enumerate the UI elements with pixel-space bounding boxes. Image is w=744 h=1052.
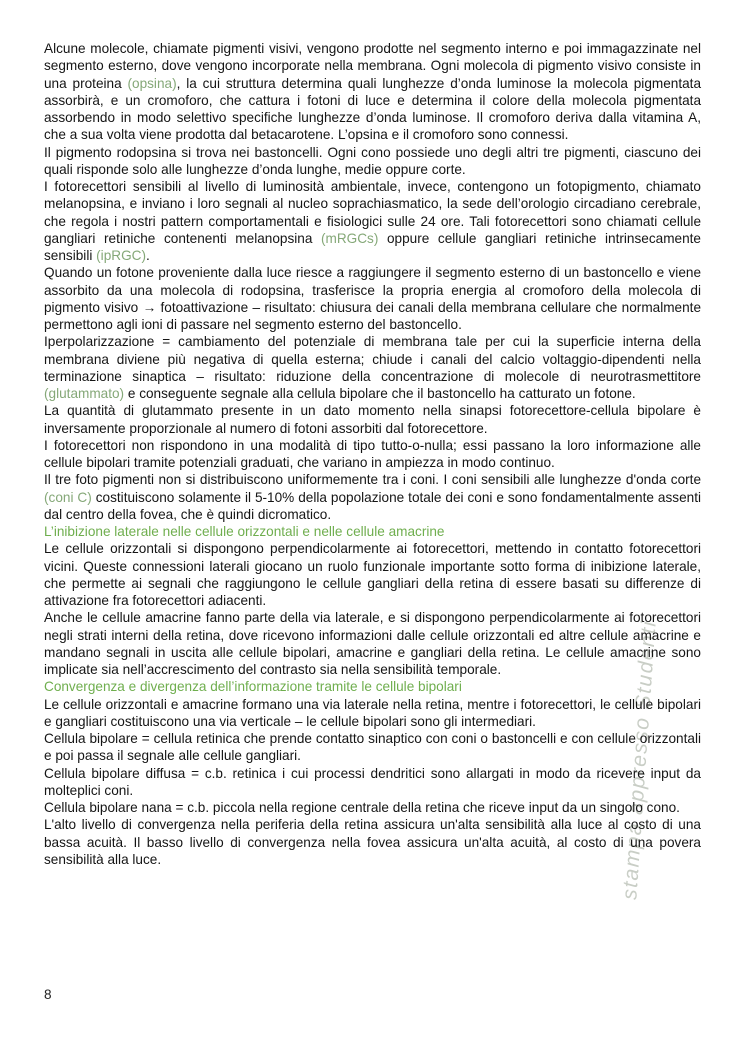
section-heading [44, 523, 701, 540]
watermark-text: stampa appresso Studenti [618, 619, 661, 901]
term-green: (coni C) [44, 489, 92, 505]
text-run: Cellula bipolare = cellula retinica che prende contatto sinaptico con coni o bastoncelli e con cellule orizzontali e poi passa il segnale alle cellule gangliari. [44, 731, 701, 764]
paragraph [44, 730, 701, 765]
text-run: Iperpolarizzazione = cambiamento del potenziale di membrana tale per cui la superficie interna della membrana diviene più negativa di quella esterna; chiude i canali del calcio voltaggio-dipendenti nella terminazione sinaptica – risultato: riduzione della concentrazione di molecole di neurotrasmettitore [44, 334, 701, 384]
term-green: (opsina) [127, 75, 177, 91]
paragraph [44, 402, 701, 437]
paragraph [44, 264, 701, 333]
term-green: L’inibizione laterale nelle cellule orizzontali e nelle cellule amacrine [44, 524, 445, 539]
paragraph [44, 333, 701, 402]
text-run: L'alto livello di convergenza nella periferia della retina assicura un'alta sensibilità alla luce al costo di una bassa acuità. Il basso livello di convergenza nella fovea assicura un'alta acuità, al costo di una povera sensibilità alla luce. [44, 817, 701, 867]
term-green: (glutammato) [44, 386, 125, 401]
paragraph [44, 696, 701, 731]
text-run: La quantità di glutammato presente in un dato momento nella sinapsi fotorecettore-cellula bipolare è inversamente proporzionale al numero di fotoni assorbiti dal fotorecettore. [44, 403, 701, 436]
text-run: I fotorecettori sensibili al livello di luminosità ambientale, invece, contengono un fotopigmento, chiamato melanopsina, e inviano i loro segnali al nucleo soprachiasmatico, la sede dell’orologio circadiano cerebrale, che regola i nostri pattern comportamentali e fisiologici sulle 24 ore. Tali fotorecettori sono chiamati cellule gangliari retiniche contenenti melanopsina [44, 179, 701, 246]
page-number: 8 [44, 987, 52, 1002]
text-run: I fotorecettori non rispondono in una modalità di tipo tutto-o-nulla; essi passano la loro informazione alle cellule bipolari tramite potenziali graduati, che variano in ampiezza in modo continuo. [44, 437, 701, 470]
text-run: . [145, 248, 150, 263]
text-run: Il pigmento rodopsina si trova nei bastoncelli. Ogni cono possiede uno degli altri tre pigmenti, ciascuno dei quali risponde solo alle lunghezze d’onda lunghe, medie oppure corte. [44, 144, 701, 177]
paragraph [44, 609, 701, 678]
paragraph [44, 144, 701, 179]
paragraph [44, 540, 701, 609]
paragraph [44, 799, 701, 816]
text-run: e conseguente segnale alla cellula bipolare che il bastoncello ha catturato un fotone. [124, 386, 636, 401]
paragraph [44, 178, 701, 264]
text-run: , la cui struttura determina quali lunghezze d’onda luminose la molecola pigmentata assorbirà, e un cromoforo, che cattura i fotoni di luce e determina il colore della molecola pigmentata assorbendo in modo selettivo specifiche lunghezze d’onda luminose. Il cromoforo deriva dalla vitamina A, che a sua volta viene prodotta dal betacarotene. L’opsina e il cromoforo sono connessi. [44, 75, 702, 143]
paragraph [44, 471, 701, 523]
text-run: Cellula bipolare diffusa = c.b. retinica i cui processi dendritici sono allargati in modo da ricevere input da molteplici coni. [44, 765, 701, 798]
paragraph [44, 765, 701, 800]
text-run: oppure cellule gangliari retiniche intrinsecamente sensibili [44, 230, 701, 263]
text-run: Il tre foto pigmenti non si distribuiscono uniformemente tra i coni. I coni sensibili alle lunghezze d'onda corte [44, 472, 701, 488]
term-green: (ipRGC) [96, 248, 146, 263]
section-heading [44, 678, 701, 695]
text-run: Le cellule orizzontali e amacrine formano una via laterale nella retina, mentre i fotorecettori, le cellule bipolari e gangliari costituiscono una via verticale – le cellule bipolari sono gli intermediari. [44, 696, 701, 729]
text-run: Cellula bipolare nana = c.b. piccola nella regione centrale della retina che riceve input da un singolo cono. [44, 800, 680, 815]
text-run: Anche le cellule amacrine fanno parte della via laterale, e si dispongono perpendicolarmente ai fotorecettori negli strati interni della retina, dove ricevono informazioni dalle cellule orizzontali ed altre cellule amacrine e mandano segnali in uscita alle cellule bipolari, amacrine e gangliari della retina. Le cellule amacrine sono implicate sia nell’accrescimento del contrasto sia nella sensibilità temporale. [44, 610, 701, 677]
term-green: Convergenza e divergenza dell’informazione tramite le cellule bipolari [44, 679, 462, 695]
term-green: (mRGCs) [321, 230, 379, 246]
text-run: Le cellule orizzontali si dispongono perpendicolarmente ai fotorecettori, mettendo in contatto fotorecettori vicini. Queste connessioni laterali giocano un ruolo funzionale importante sotto forma di inibizione laterale, che permette ai segnali che raggiungono le cellule gangliari della retina di essere basati su differenze di attivazione fra fotorecettori adiacenti. [44, 541, 701, 608]
document-content [44, 40, 701, 868]
paragraph [44, 40, 701, 144]
text-run: costituiscono solamente il 5-10% della popolazione totale dei coni e sono fondamentalmente assenti dal centro della fovea, che è quindi dicromatico. [44, 489, 701, 522]
text-run: Quando un fotone proveniente dalla luce riesce a raggiungere il segmento esterno di un bastoncello e viene assorbito da una molecola di rodopsina, trasferisce la propria energia al cromoforo della molecola di pigmento visivo → fotoattivazione – risultato: chiusura dei canali della membrana cellulare che normalmente permettono agli ioni di passare nel segmento esterno del bastoncello. [44, 265, 701, 332]
paragraph [44, 816, 701, 868]
text-run: Alcune molecole, chiamate pigmenti visivi, vengono prodotte nel segmento interno e poi immagazzinate nel segmento esterno, dove vengono incorporate nella membrana. Ogni molecola di pigmento visivo consiste in una proteina [44, 41, 701, 91]
paragraph [44, 437, 701, 472]
